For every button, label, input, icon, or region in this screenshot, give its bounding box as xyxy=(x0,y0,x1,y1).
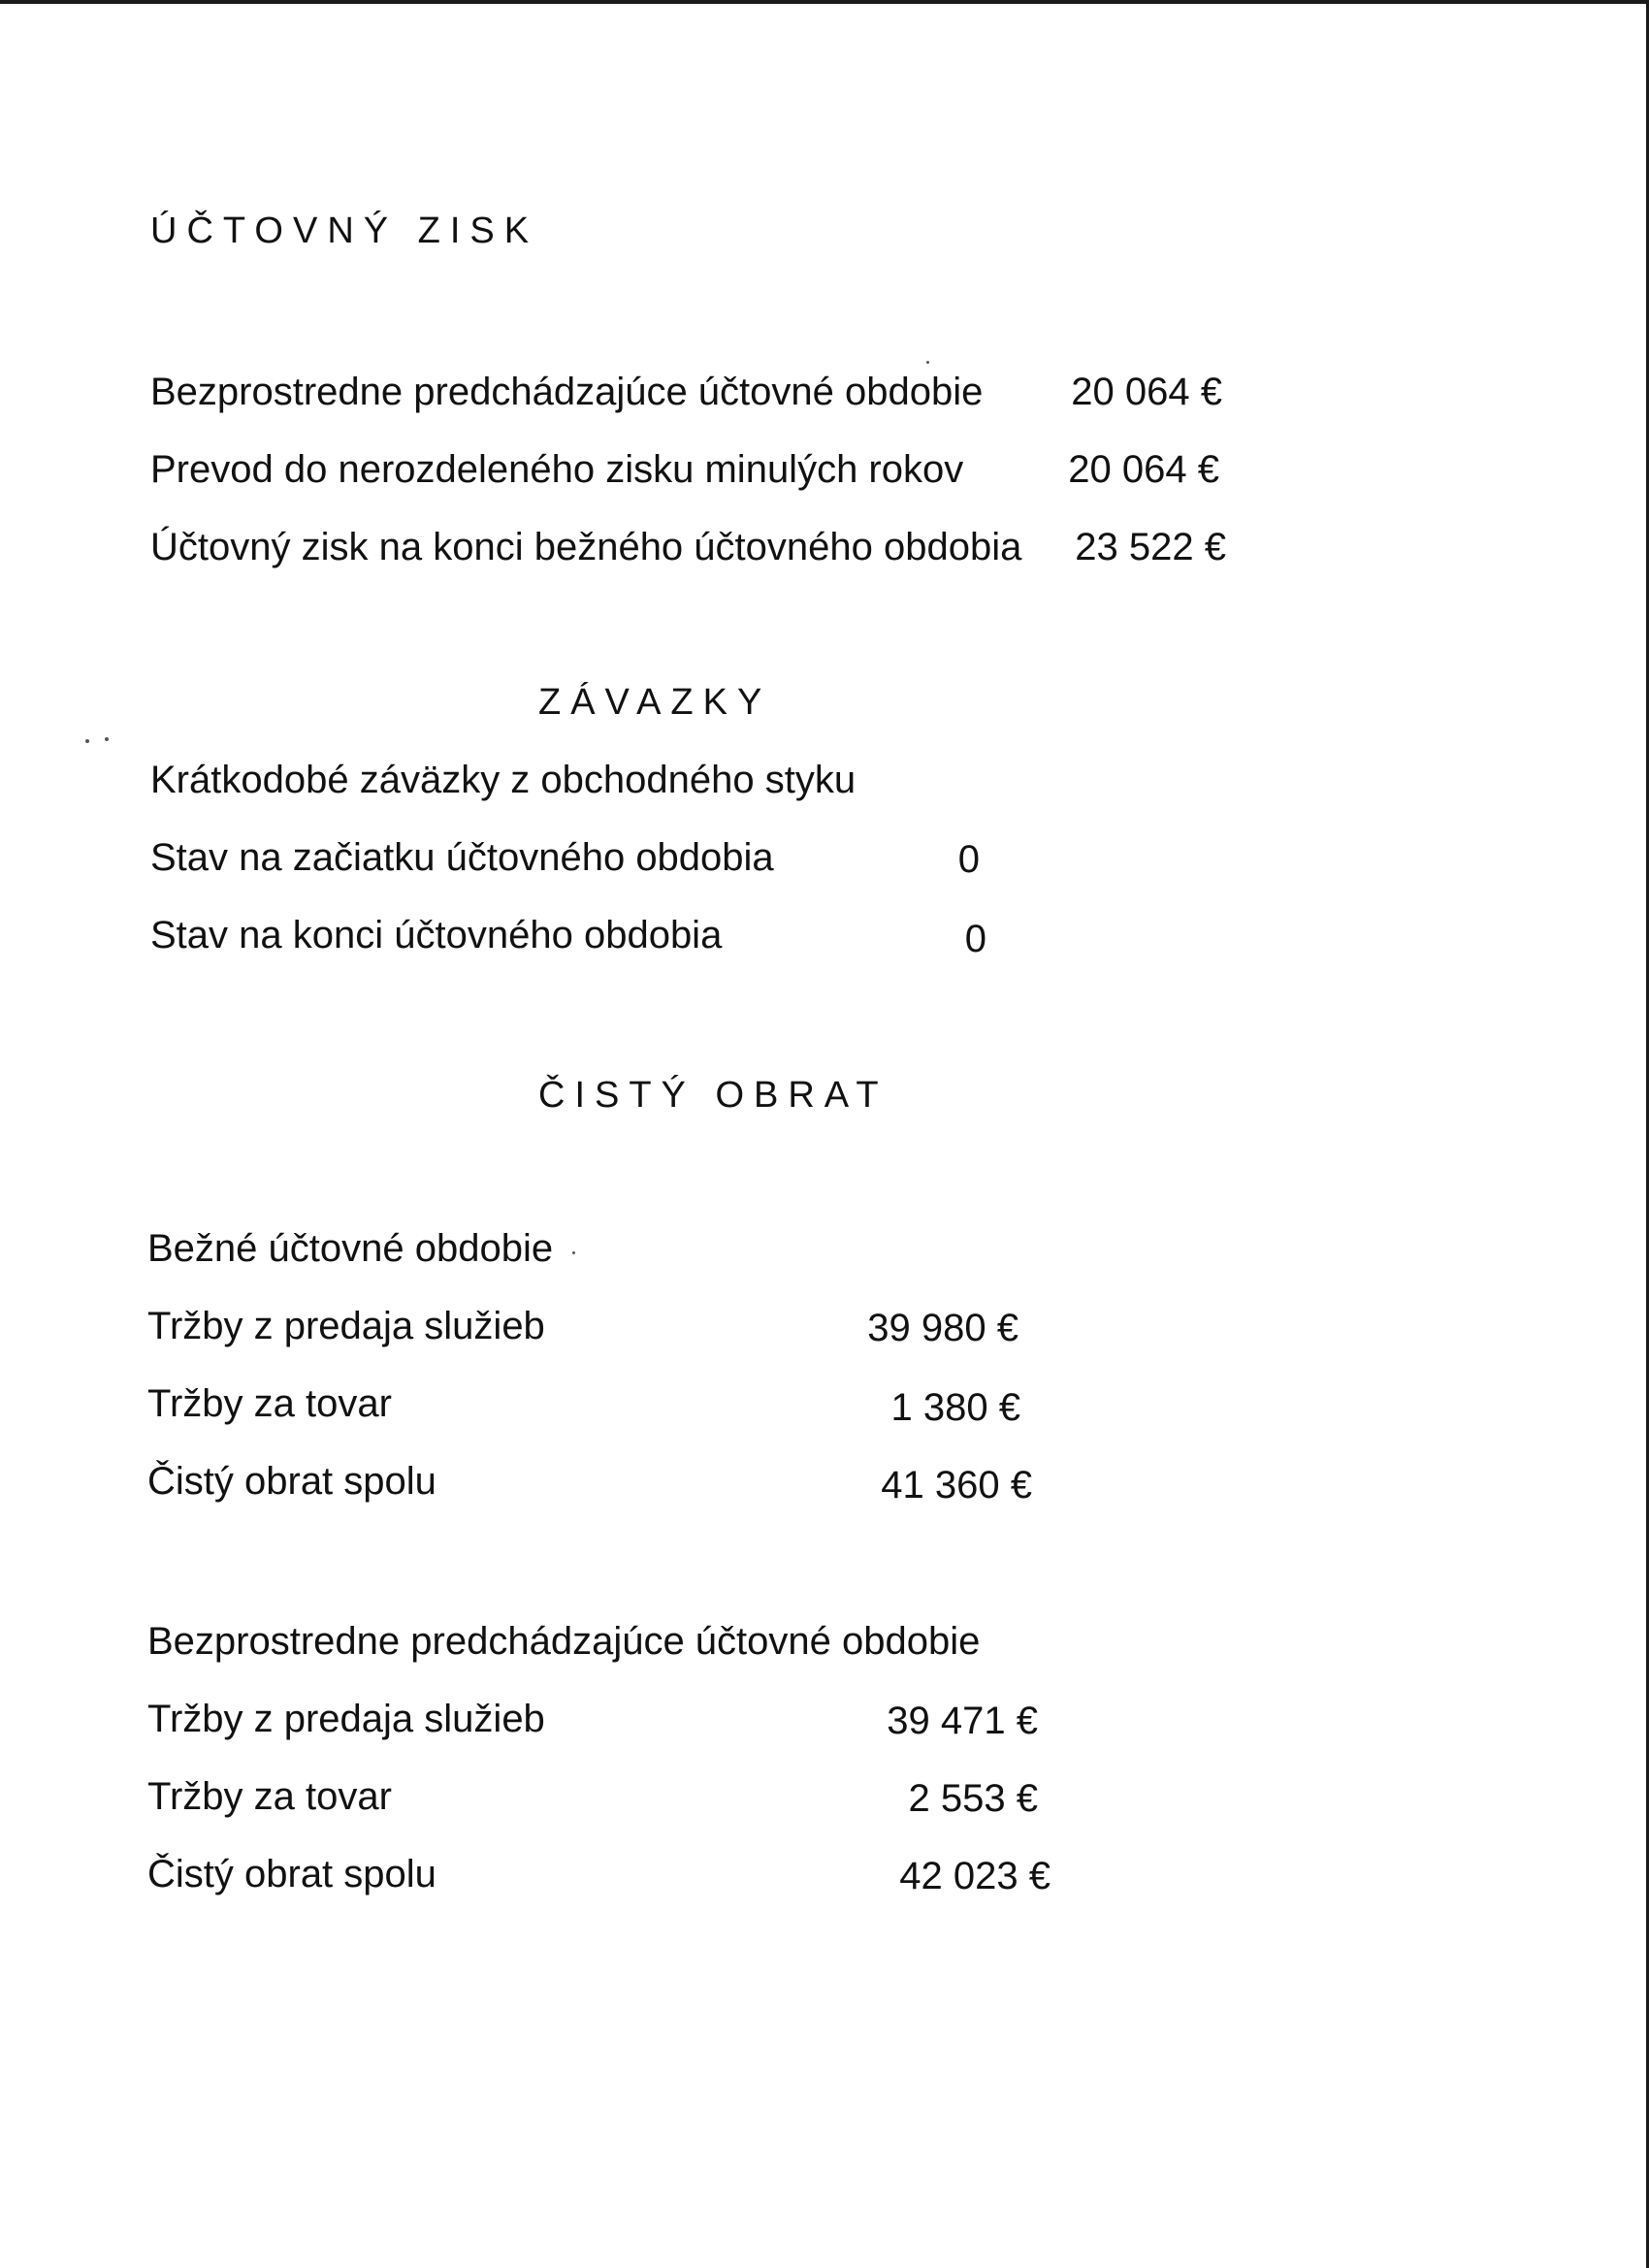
scan-edge-top xyxy=(0,0,1649,4)
turnover-current-row-value: 39 980 € xyxy=(867,1307,1018,1349)
profit-row-label: Bezprostredne predchádzajúce účtovné obdobie xyxy=(150,371,984,413)
turnover-previous-row-label: Tržby za tovar xyxy=(147,1775,392,1818)
profit-row-value: 20 064 € xyxy=(1071,371,1222,413)
turnover-current-row-value: 1 380 € xyxy=(890,1386,1020,1429)
turnover-current-row-label: Tržby za tovar xyxy=(147,1382,392,1425)
turnover-current-row-label: Tržby z predaja služieb xyxy=(147,1305,545,1347)
scan-speck xyxy=(85,739,89,743)
liabilities-row-value: 0 xyxy=(957,838,980,881)
liabilities-row-value: 0 xyxy=(964,918,986,960)
scan-speck xyxy=(105,737,109,741)
turnover-current-title: Bežné účtovné obdobie xyxy=(147,1227,554,1270)
liabilities-row-label: Stav na začiatku účtovného obdobia xyxy=(150,836,774,879)
turnover-previous-row-value: 39 471 € xyxy=(887,1700,1038,1742)
turnover-current-row-label: Čistý obrat spolu xyxy=(147,1460,436,1503)
scan-speck xyxy=(572,1251,575,1254)
turnover-previous-row-label: Tržby z predaja služieb xyxy=(147,1698,545,1740)
profit-row-label: Účtovný zisk na konci bežného účtovného obdobia xyxy=(150,526,1022,568)
liabilities-subheading: Krátkodobé záväzky z obchodného styku xyxy=(150,759,857,801)
turnover-previous-title: Bezprostredne predchádzajúce účtovné obdobie xyxy=(147,1620,981,1663)
section-heading-turnover: ČISTÝ OBRAT xyxy=(538,1075,889,1116)
turnover-previous-row-value: 2 553 € xyxy=(908,1777,1038,1820)
liabilities-row-label: Stav na konci účtovného obdobia xyxy=(150,914,723,956)
section-heading-liabilities: ZÁVAZKY xyxy=(538,682,772,723)
section-heading-profit: ÚČTOVNÝ ZISK xyxy=(150,211,539,251)
scan-speck xyxy=(926,361,929,364)
turnover-previous-row-value: 42 023 € xyxy=(899,1855,1051,1897)
profit-row-value: 20 064 € xyxy=(1068,448,1219,491)
turnover-previous-row-label: Čistý obrat spolu xyxy=(147,1853,436,1895)
turnover-current-row-value: 41 360 € xyxy=(881,1464,1032,1507)
profit-row-value: 23 522 € xyxy=(1075,526,1226,568)
profit-row-label: Prevod do nerozdeleného zisku minulých rokov xyxy=(150,448,964,491)
